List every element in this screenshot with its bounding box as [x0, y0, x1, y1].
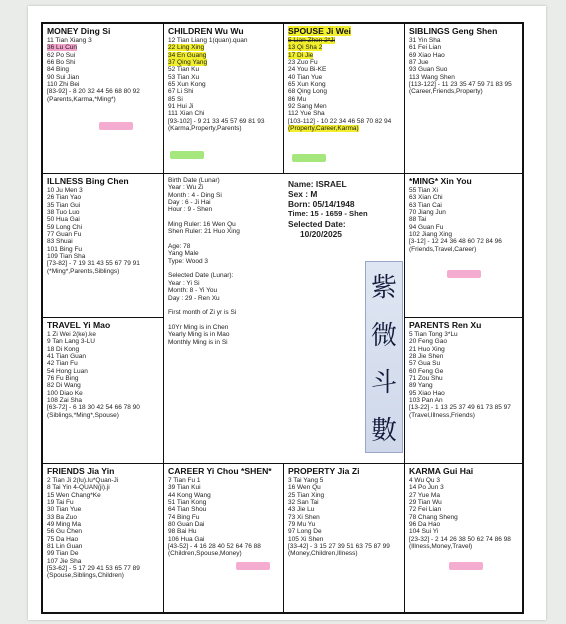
center-line: 10Yr Ming is in Chen: [168, 323, 229, 331]
pink-marker: [449, 562, 483, 570]
palace-friends: [43, 464, 164, 612]
star-line: 57 Gua Su: [409, 360, 441, 368]
star-line: 91 Hui Ji: [168, 103, 194, 111]
decade-line: [103-112] - 10 22 34 46 58 70 82 94: [288, 117, 392, 125]
center-line: Yearly Ming is in Mao: [168, 331, 230, 339]
decade-line: [83-92] - 8 20 32 44 56 68 80 92: [47, 88, 140, 96]
star-line: 44 Kong Wang: [168, 491, 211, 499]
palace-title: PARENTS Ren Xu: [409, 320, 482, 330]
star-line: 24 You Bi-KE: [288, 66, 327, 74]
star-line: 68 Qing Long: [288, 88, 328, 96]
palace-title: PROPERTY Jia Zi: [288, 466, 360, 476]
star-line: 50 Hua Gai: [47, 216, 80, 224]
star-line: 8 Tai Yin 4-QUAN(ji).ji: [47, 484, 110, 492]
star-line: 40 Tian Yue: [288, 73, 323, 81]
decade-line: [73-82] - 7 19 31 43 55 67 79 91: [47, 260, 140, 268]
decade-line: [43-52] - 4 16 28 40 52 64 76 88: [168, 543, 261, 551]
star-line: 11 Tian Xiang 3: [47, 37, 92, 44]
star-line: 98 Bai Hu: [168, 528, 197, 536]
center-line: Day : 6 - Ji Hai: [168, 199, 211, 207]
star-line: 79 Mu Yu: [288, 521, 316, 529]
star-line: 109 Tian Sha: [47, 253, 86, 261]
palace-title: SIBLINGS Geng Shen: [409, 26, 498, 36]
star-line: 89 Yang: [409, 382, 433, 390]
star-line: 66 Bo Shi: [47, 59, 76, 67]
star-line: 16 Wen Qu: [288, 484, 321, 492]
selected-date-value: 10/20/2025: [300, 229, 342, 239]
born-label: Born: 05/14/1948: [288, 199, 355, 209]
pink-marker: [99, 122, 133, 130]
relations-line-highlighted: (Property,Career,Karma): [288, 125, 359, 133]
center-line: Month: 8 - Yi You: [168, 287, 218, 295]
selected-date-label: Selected Date:: [288, 219, 346, 229]
star-line: 59 Long Chi: [47, 223, 83, 231]
name-label: Name: ISRAEL: [288, 179, 347, 189]
center-line: [168, 214, 286, 221]
star-line: 99 Tian De: [47, 550, 79, 558]
star-line: 15 Wen Chang*Ke: [47, 491, 101, 499]
star-line: 61 Fei Lian: [409, 44, 442, 52]
star-line: 21 Huo Xing: [409, 345, 445, 353]
center-line: Year : Yi Si: [168, 279, 200, 287]
center-line: Month : 4 - Ding Si: [168, 191, 222, 199]
star-line: 67 Li Shi: [168, 88, 194, 96]
star-line: 65 Xun Kong: [168, 81, 206, 89]
star-line: 65 Xun Kong: [288, 81, 326, 89]
center-line: Shen Ruler: 21 Huo Xing: [168, 228, 240, 236]
star-line-highlighted: 37 Qing Yang: [168, 59, 208, 67]
palace-ming: [405, 174, 524, 318]
star-line: 25 Tian Xing: [288, 491, 325, 499]
center-line: Selected Date (Lunar):: [168, 272, 234, 280]
relations-line: (Travel,Illness,Friends): [409, 411, 475, 419]
star-line: 81 Lin Guan: [47, 543, 83, 551]
star-line: 107 Jie Sha: [47, 557, 82, 565]
relations-line: (Spouse,Siblings,Children): [47, 572, 124, 580]
star-line-highlighted: 5 Lian Zhen 2*Ji: [288, 37, 335, 44]
relations-line: (Money,Children,Illness): [288, 550, 358, 558]
center-line: First month of Zi yr is Si: [168, 309, 237, 317]
star-line: 53 Tian Xu: [168, 73, 200, 81]
star-line: 60 Feng Ge: [409, 367, 444, 375]
calligraphy-char: 微: [370, 320, 397, 351]
center-line: Yang Male: [168, 250, 199, 258]
palace-title: FRIENDS Jia Yin: [47, 466, 115, 476]
star-line: 71 Zou Shu: [409, 375, 443, 383]
star-line: 92 Sang Men: [288, 103, 327, 111]
decade-line: [33-42] - 3 15 27 39 51 63 75 87 99: [288, 543, 390, 551]
star-line: 103 Pan An: [409, 397, 443, 405]
palace-parents: [405, 318, 524, 464]
star-line-highlighted: 13 Qi Sha 2: [288, 44, 323, 52]
star-line: 29 Tian Wu: [409, 499, 442, 507]
star-line: 14 Po Jun 3: [409, 484, 444, 492]
green-marker: [170, 151, 204, 159]
star-line: 52 Tian Ku: [168, 66, 200, 74]
center-line: Monthly Ming is in Si: [168, 338, 228, 346]
decade-line: [113-122] - 11 23 35 47 59 71 83 95: [409, 81, 512, 89]
star-line: 39 Tian Kui: [168, 484, 201, 492]
star-line: 4 Wu Qu 3: [409, 477, 440, 484]
palace-money: [43, 24, 164, 174]
star-line: 33 Ba Zuo: [47, 513, 77, 521]
star-line: 105 Xi Shen: [288, 535, 324, 543]
star-line: 56 Gu Chen: [47, 528, 83, 536]
star-line: 9 Tan Lang 3-LU: [47, 338, 95, 346]
relations-line: (Siblings,*Ming*,Spouse): [47, 411, 119, 419]
star-line: 2 Tian Ji 2(lu).lu*Quan-Ji: [47, 477, 119, 484]
sex-label: Sex : M: [288, 189, 318, 199]
star-line: 83 Shuai: [47, 238, 73, 246]
star-line: 86 Mu: [288, 95, 307, 103]
star-line: 62 Po Sui: [47, 51, 76, 59]
relations-line: (*Ming*,Parents,Siblings): [47, 267, 120, 275]
star-line: 93 Guan Suo: [409, 66, 448, 74]
decade-line: [13-22] - 1 13 25 37 49 61 73 85 97: [409, 404, 511, 412]
center-line: [168, 265, 286, 272]
star-line: 28 Jie Shen: [409, 353, 444, 361]
palace-children: [164, 24, 284, 174]
star-line: 101 Bing Fu: [47, 245, 83, 253]
star-line: 26 Tian Yao: [47, 194, 82, 202]
center-line: [168, 302, 286, 309]
calligraphy-char: 數: [370, 415, 397, 446]
relations-line: (Career,Friends,Property): [409, 88, 483, 96]
center-line: [168, 236, 286, 243]
palace-title: ILLNESS Bing Chen: [47, 176, 129, 186]
star-line: 106 Hua Gai: [168, 535, 205, 543]
relations-line: (Children,Spouse,Money): [168, 550, 242, 558]
star-line: 54 Hong Luan: [47, 367, 88, 375]
star-line: 64 Tian Shou: [168, 506, 207, 514]
star-line: 112 Yue Sha: [288, 110, 325, 118]
star-line: 20 Feng Gao: [409, 338, 447, 346]
pink-marker: [236, 562, 270, 570]
palace-title: MONEY Ding Si: [47, 26, 111, 36]
ziwei-calligraphy-image: [365, 261, 403, 453]
star-line: 95 Xiao Hao: [409, 389, 445, 397]
palace-travel: [43, 318, 164, 464]
star-line: 88 Tai: [409, 216, 427, 224]
star-line: 84 Bing: [47, 66, 70, 74]
relations-line: (Illness,Money,Travel): [409, 543, 473, 551]
star-line: 82 Di Wang: [47, 382, 81, 390]
star-line: 87 Jue: [409, 59, 429, 67]
star-line: 63 Tian Cai: [409, 201, 442, 209]
palace-title: CHILDREN Wu Wu: [168, 26, 244, 36]
palace-title: CAREER Yi Chou *SHEN*: [168, 466, 272, 476]
star-line: 94 Guan Fu: [409, 223, 444, 231]
star-line: 27 Yue Ma: [409, 491, 440, 499]
decade-line: [53-62] - 5 17 29 41 53 65 77 89: [47, 565, 140, 573]
star-line: 74 Bing Fu: [168, 513, 200, 521]
star-line: 97 Long De: [288, 528, 322, 536]
star-line: 10 Ju Men 3: [47, 187, 83, 194]
decade-line: [93-102] - 9 21 33 45 57 69 81 93: [168, 117, 265, 125]
center-line: Age: 78: [168, 243, 191, 251]
chart-sheet: [28, 6, 546, 620]
star-line: 23 Zuo Fu: [288, 59, 318, 67]
center-line: [168, 317, 286, 324]
star-line: 96 Da Hao: [409, 521, 441, 529]
palace-title: KARMA Gui Hai: [409, 466, 474, 476]
star-line: 75 Da Hao: [47, 535, 79, 543]
center-line: Type: Wood 3: [168, 257, 208, 265]
ziwei-chart-grid: [41, 22, 524, 614]
star-line: 69 Xiao Hao: [409, 51, 445, 59]
center-line: Birth Date (Lunar): [168, 177, 220, 184]
star-line: 63 Xian Chi: [409, 194, 443, 202]
star-line: 30 Tian Yue: [47, 506, 82, 514]
star-line: 104 Sui Yi: [409, 528, 439, 536]
center-line: Ming Ruler: 16 Wen Qu: [168, 221, 236, 229]
star-line: 85 Si: [168, 95, 183, 103]
star-line: 1 Zi Wei 2(ke).ke: [47, 331, 97, 338]
palace-title: SPOUSE Ji Wei: [288, 26, 351, 36]
star-line: 78 Chang Sheng: [409, 513, 458, 521]
star-line-highlighted: 22 Ling Xing: [168, 44, 205, 52]
decade-line: [23-32] - 2 14 26 38 50 62 74 86 98: [409, 535, 511, 543]
star-line: 12 Tian Liang 1(quan).quan: [168, 37, 248, 44]
star-line: 111 Xian Chi: [168, 110, 205, 118]
star-line: 41 Tian Guan: [47, 353, 87, 361]
star-line-highlighted: 17 Di Jie: [288, 51, 314, 59]
center-line: Day : 29 - Ren Xu: [168, 294, 220, 302]
calligraphy-char: 紫: [370, 273, 397, 304]
star-line: 72 Fei Lian: [409, 506, 442, 514]
palace-property: [284, 464, 405, 612]
center-line: Hour : 9 - Shen: [168, 206, 213, 214]
center-left-column: [168, 177, 286, 346]
relations-line: (Friends,Travel,Career): [409, 245, 477, 253]
decade-line: [63-72] - 6 18 30 42 54 66 78 90: [47, 404, 140, 412]
star-line: 3 Tai Yang 5: [288, 477, 324, 484]
star-line: 73 Xi Shen: [288, 513, 320, 521]
palace-spouse: [284, 24, 405, 174]
decade-line: [3-12] - 12 24 36 48 60 72 84 96: [409, 238, 502, 246]
center-right-column: [288, 179, 402, 239]
star-line: 49 Ming Ma: [47, 521, 81, 529]
star-line: 38 Tuo Luo: [47, 209, 80, 217]
star-line: 108 Zai Sha: [47, 397, 83, 405]
palace-karma: [405, 464, 524, 612]
palace-siblings: [405, 24, 524, 174]
star-line: 76 Fu Bing: [47, 375, 79, 383]
star-line: 110 Zhi Bei: [47, 81, 80, 89]
star-line: 113 Wang Shen: [409, 73, 455, 81]
star-line: 90 Sui Jian: [47, 73, 80, 81]
star-line: 18 Di Kong: [47, 345, 80, 353]
pink-marker: [447, 270, 481, 278]
palace-illness: [43, 174, 164, 318]
palace-title: TRAVEL Yi Mao: [47, 320, 111, 330]
star-line: 5 Tian Tong 3*Lu: [409, 331, 458, 338]
star-line-highlighted: 36 Lu Cun: [47, 44, 77, 52]
relations-line: (Parents,Karma,*Ming*): [47, 95, 116, 103]
star-line: 7 Tian Fu 1: [168, 477, 201, 484]
star-line: 31 Yin Sha: [409, 37, 441, 44]
star-line: 43 Jie Lu: [288, 506, 315, 514]
star-line: 102 Jiang Xing: [409, 231, 453, 239]
star-line: 80 Guan Dai: [168, 521, 205, 529]
palace-career: [164, 464, 284, 612]
center-line: Year : Wu Zi: [168, 184, 204, 192]
star-line: 19 Tai Fu: [47, 499, 74, 507]
green-marker: [292, 154, 326, 162]
star-line: 42 Tian Fu: [47, 360, 78, 368]
star-line-highlighted: 34 En Guang: [168, 51, 207, 59]
star-line: 77 Guan Fu: [47, 231, 82, 239]
star-line: 35 Tian Gui: [47, 201, 81, 209]
relations-line: (Karma,Property,Parents): [168, 125, 242, 133]
star-line: 55 Tian Xi: [409, 187, 438, 194]
palace-title: *MING* Xin You: [409, 176, 472, 186]
star-line: 70 Jiang Jun: [409, 209, 446, 217]
star-line: 100 Diao Ke: [47, 389, 83, 397]
time-label: Time: 15 - 1659 - Shen: [288, 209, 368, 218]
calligraphy-char: 斗: [370, 368, 397, 399]
star-line: 32 San Tai: [288, 499, 319, 507]
star-line: 51 Tian Kong: [168, 499, 207, 507]
